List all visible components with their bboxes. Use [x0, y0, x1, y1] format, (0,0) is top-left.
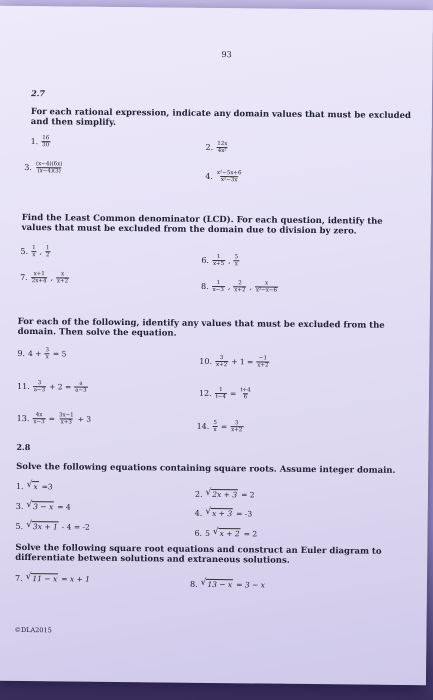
radicand: x + 2: [219, 529, 240, 539]
term: =: [48, 414, 55, 424]
numerator: 2: [238, 280, 242, 287]
rhs: - 4 = -2: [61, 521, 90, 532]
denominator: 30: [42, 142, 50, 149]
fraction: [56, 271, 69, 284]
numerator: 5: [234, 254, 239, 261]
problem-number: 7.: [14, 573, 23, 583]
square-root: [26, 501, 54, 511]
comma: ,: [50, 273, 53, 283]
denominator: x+3: [60, 419, 72, 426]
denominator: x+5: [212, 260, 225, 268]
rhs: = 2: [241, 489, 255, 499]
problem-number: 13.: [16, 413, 30, 424]
fraction: [215, 355, 228, 368]
denominator: a−3: [75, 387, 87, 394]
problem-number: 2.: [194, 489, 203, 499]
denominator: x: [45, 354, 49, 361]
problem-number: 1.: [15, 481, 24, 491]
denominator: x+2: [257, 362, 269, 369]
numerator: x: [264, 280, 269, 287]
term: =: [229, 389, 237, 399]
denominator: x²−3x: [220, 177, 238, 184]
numerator: 3: [45, 347, 50, 354]
denominator: x−3: [33, 419, 45, 426]
term: + 3: [77, 414, 92, 424]
numerator: 3: [219, 355, 224, 362]
term: =: [220, 422, 228, 432]
numerator: 16: [42, 135, 50, 142]
numerator: 1: [216, 254, 221, 261]
radicand: 3 − x: [33, 502, 54, 512]
square-root: [26, 521, 59, 531]
sqrt-problem-8: [190, 579, 265, 590]
numerator: 4x: [35, 412, 43, 419]
denominator: x²−x−6: [255, 287, 278, 294]
rhs: = x + 1: [61, 573, 91, 584]
radical-sign: √: [212, 526, 219, 538]
problem-1: [31, 135, 51, 148]
problem-number: 5.: [20, 246, 29, 257]
numerator: 1: [45, 245, 50, 252]
problem-12: [199, 387, 252, 401]
term: = 5: [52, 349, 67, 359]
fraction: [230, 420, 243, 433]
problem-number: 10.: [199, 356, 213, 366]
rhs: = 2: [243, 528, 258, 538]
comma: ,: [39, 247, 43, 257]
problem-number: 12.: [198, 388, 212, 398]
problem-number: 4.: [205, 171, 213, 181]
fraction: [31, 245, 37, 258]
fraction: [212, 420, 218, 433]
sqrt-problem-4: [195, 508, 253, 519]
fraction: [233, 280, 246, 293]
numerator: 3: [235, 420, 239, 427]
denominator: t−4: [215, 394, 227, 401]
comma: ,: [249, 282, 252, 292]
problem-number: 8.: [189, 579, 198, 589]
numerator: x²−5x+6: [216, 170, 242, 177]
coefficient: 5: [205, 528, 210, 538]
denominator: x: [32, 252, 36, 259]
problem-number: 9.: [17, 348, 26, 359]
problem-11: [17, 380, 88, 394]
problem-3: [24, 161, 63, 174]
numerator: (x−4)(6x): [35, 161, 63, 168]
numerator: 3: [37, 380, 42, 387]
denominator: x+2: [234, 287, 246, 294]
fraction: [74, 381, 88, 394]
fraction: [234, 254, 240, 267]
radical-sign: √: [26, 480, 33, 491]
sqrt-problem-5: [16, 521, 90, 532]
numerator: 12x: [217, 141, 228, 148]
numerator: 1: [219, 387, 223, 394]
denominator: 4x²: [217, 148, 227, 155]
fraction: [216, 170, 243, 183]
numerator: 1: [32, 245, 36, 252]
radicand: x: [33, 482, 38, 492]
problem-number: 5.: [15, 521, 24, 531]
problem-14: [197, 420, 244, 433]
problem-13: [17, 412, 92, 426]
numerator: t+4: [240, 387, 251, 394]
problem-number: 4.: [194, 508, 203, 518]
sqrt-problem-6: [194, 528, 257, 539]
problem-number: 6.: [201, 255, 210, 265]
problem-7: [20, 271, 69, 285]
fraction: [35, 161, 64, 174]
sqrt-problem-2: [195, 489, 255, 500]
radicand: 13 − x: [207, 579, 233, 590]
fraction: [215, 387, 227, 400]
radical-sign: √: [26, 520, 33, 531]
rhs: = 3 − x: [236, 579, 265, 590]
problem-5: [20, 245, 50, 258]
radicand: x + 3: [212, 508, 233, 519]
denominator: x−3: [212, 286, 224, 294]
section-label-2-7: 2.7: [31, 88, 46, 99]
fraction: [239, 387, 251, 400]
radicand: 3x + 1: [32, 522, 58, 532]
denominator: x: [213, 426, 217, 434]
radical-sign: √: [205, 506, 212, 517]
numerator: 1: [216, 280, 221, 287]
term: 4 +: [27, 349, 42, 359]
square-root: [205, 489, 238, 499]
denominator: a−3: [33, 387, 46, 394]
section-label-2-8: 2.8: [16, 441, 31, 453]
problem-number: 6.: [194, 528, 203, 538]
problem-number: 3.: [24, 162, 33, 173]
euler-instruction: Solve the following square root equations and construct an Euler diagram to differentiate between solutions and extraneous solutions.: [15, 542, 382, 566]
radical-sign: √: [205, 487, 212, 498]
rhs: = -3: [236, 508, 253, 518]
problem-number: 7.: [20, 272, 28, 283]
lcd-instruction: Find the Least Common denominator (LCD). For each question, identify the values that must be excluded from the domain due to division by zero.: [21, 212, 383, 237]
numerator: x+1: [33, 271, 45, 278]
sqrt-problem-3: [16, 501, 71, 512]
denominator: x: [234, 261, 238, 268]
rhs: = 4: [57, 501, 71, 512]
square-root: [27, 481, 39, 491]
numerator: x: [60, 271, 65, 278]
problem-number: 1.: [30, 137, 39, 147]
radicand: 2x + 3: [212, 489, 238, 500]
square-root: [26, 573, 59, 583]
problem-4: [205, 170, 242, 183]
section-2-8-instruction: Solve the following equations containing square roots. Assume integer domain.: [16, 461, 396, 476]
denominator: x+2: [215, 362, 228, 369]
sqrt-problem-7: [15, 573, 90, 584]
fraction: [45, 245, 51, 258]
equations-instruction: For each of the following, identify any values that must be excluded from the domain. Then solve the equation.: [17, 316, 385, 339]
numerator: −1: [258, 355, 268, 362]
problem-number: 8.: [201, 281, 209, 291]
page-number: 93: [221, 50, 232, 60]
fraction: [212, 280, 225, 293]
fraction: [212, 254, 225, 267]
radicand: 11 − x: [32, 574, 58, 584]
denominator: 2: [45, 252, 50, 259]
denominator: x+2: [231, 427, 243, 434]
numerator: 3x−1: [58, 412, 74, 419]
worksheet-page: [0, 6, 433, 685]
numerator: 5: [213, 419, 217, 427]
section-2-7-instruction: For each rational expression, indicate any domain values that must be excluded and then simplify.: [30, 107, 412, 128]
square-root: [205, 508, 233, 518]
fraction: [58, 412, 75, 425]
square-root: [201, 579, 234, 589]
denominator: (x−4)(3): [37, 168, 61, 175]
fraction: [31, 271, 48, 284]
denominator: x+2: [56, 278, 69, 285]
comma: ,: [228, 256, 231, 266]
radical-sign: √: [200, 577, 207, 588]
denominator: 2x+4: [31, 278, 47, 285]
radical-sign: √: [25, 572, 32, 583]
fraction: [41, 135, 50, 148]
problem-8: [201, 280, 278, 294]
square-root: [213, 528, 241, 538]
problem-6: [201, 254, 239, 267]
problem-number: 2.: [205, 142, 214, 152]
fraction: [32, 412, 45, 425]
comma: ,: [227, 282, 231, 292]
term: + 1 =: [231, 357, 254, 367]
fraction: [255, 280, 278, 293]
radical-sign: √: [26, 500, 33, 511]
denominator: 6: [243, 394, 248, 401]
problem-10: [199, 355, 269, 369]
rhs: =3: [41, 481, 53, 491]
fraction: [33, 380, 47, 393]
problem-number: 3.: [15, 501, 24, 511]
fraction: [44, 347, 50, 360]
fraction: [216, 141, 228, 154]
problem-number: 14.: [196, 421, 210, 431]
problem-9: [17, 347, 66, 361]
fraction: [256, 355, 269, 368]
problem-number: 11.: [16, 381, 30, 392]
numerator: a: [79, 380, 83, 387]
term: + 2 =: [49, 382, 72, 392]
problem-2: [205, 141, 228, 154]
copyright-footer: ©DLA2015: [14, 625, 52, 635]
sqrt-problem-1: [16, 481, 53, 491]
